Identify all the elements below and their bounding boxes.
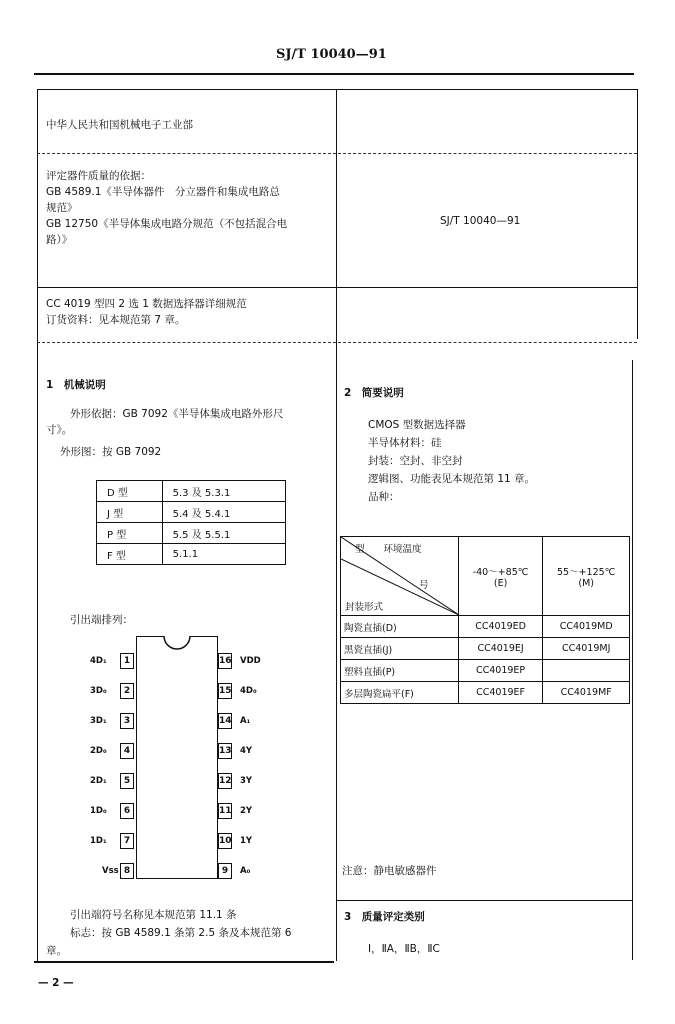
table-corner-cell bbox=[341, 537, 459, 616]
pin-label: Vss bbox=[102, 866, 119, 876]
table-row bbox=[341, 682, 630, 704]
package-ref: 5.3 及 5.3.1 bbox=[162, 481, 285, 502]
brief-line-5: 品种： bbox=[368, 491, 400, 503]
row-m-part: CC4019MD bbox=[543, 616, 630, 638]
frame-center-divider bbox=[336, 89, 337, 961]
pin-label: 3D₀ bbox=[90, 686, 107, 696]
table-row bbox=[341, 616, 630, 638]
variants-table bbox=[340, 536, 630, 704]
pin-number: 4 bbox=[120, 743, 134, 759]
frame-bottom-rule bbox=[34, 961, 334, 963]
table-row bbox=[341, 638, 630, 660]
package-ref: 5.4 及 5.4.1 bbox=[162, 502, 285, 523]
marking-line-1: 标志：按 GB 4589.1 条第 2.5 条及本规范第 6 bbox=[70, 927, 292, 939]
pin-number: 13 bbox=[218, 743, 232, 759]
ic-body bbox=[136, 636, 218, 879]
pin-number: 16 bbox=[218, 653, 232, 669]
col-header-m bbox=[543, 537, 630, 616]
outline-drawing-ref: 外形图：按 GB 7092 bbox=[60, 446, 162, 458]
package-row bbox=[97, 544, 286, 565]
row-package: 塑料直插(P) bbox=[341, 660, 459, 682]
divider-section3 bbox=[336, 900, 632, 901]
page-number: — 2 — bbox=[38, 977, 74, 989]
pin-number: 11 bbox=[218, 803, 232, 819]
package-type: D 型 bbox=[97, 481, 163, 502]
pin-number: 10 bbox=[218, 833, 232, 849]
brief-line-2: 半导体材料：硅 bbox=[368, 437, 442, 449]
row-m-part: CC4019MJ bbox=[543, 638, 630, 660]
basis-line-4: 路）》 bbox=[46, 234, 73, 246]
row-e-part: CC4019ED bbox=[458, 616, 543, 638]
pin-label: 4D₁ bbox=[90, 656, 107, 666]
package-type: F 型 bbox=[97, 544, 163, 565]
section-2-heading: 2 简要说明 bbox=[344, 387, 404, 399]
pin-label: A₀ bbox=[240, 866, 251, 876]
pin-number: 12 bbox=[218, 773, 232, 789]
pinout-title: 引出端排列： bbox=[70, 614, 133, 626]
basis-title: 评定器件质量的依据： bbox=[46, 170, 151, 182]
row-package: 多层陶瓷扁平(F) bbox=[341, 682, 459, 704]
pin-number: 1 bbox=[120, 653, 134, 669]
pin-number: 9 bbox=[218, 863, 232, 879]
col-m-code: (M) bbox=[578, 577, 594, 589]
pin-number: 8 bbox=[120, 863, 134, 879]
pin-number: 5 bbox=[120, 773, 134, 789]
row-e-part: CC4019EP bbox=[458, 660, 543, 682]
pin-label: 1Y bbox=[240, 836, 253, 846]
package-row bbox=[97, 502, 286, 523]
col-header-e bbox=[458, 537, 543, 616]
frame-left-border bbox=[37, 89, 38, 961]
section-1-heading: 1 机械说明 bbox=[46, 379, 106, 391]
pin-label: 1D₁ bbox=[90, 836, 107, 846]
package-row bbox=[97, 481, 286, 502]
pin-label: 2D₀ bbox=[90, 746, 107, 756]
row-m-part bbox=[543, 660, 630, 682]
document-number-header: SJ/T 10040—91 bbox=[276, 47, 387, 62]
row-package: 黑瓷直插(J) bbox=[341, 638, 459, 660]
pin-label: 3D₁ bbox=[90, 716, 107, 726]
basis-line-1: GB 4589.1《半导体器件 分立器件和集成电路总 bbox=[46, 186, 280, 198]
pin-number: 14 bbox=[218, 713, 232, 729]
divider-3 bbox=[37, 342, 637, 343]
marking-line-2: 章。 bbox=[46, 945, 67, 957]
divider-1 bbox=[37, 153, 637, 154]
corner-label-bottom: 封装形式 bbox=[345, 602, 384, 613]
divider-2 bbox=[37, 287, 637, 288]
pin-label: A₁ bbox=[240, 716, 251, 726]
pin-number: 3 bbox=[120, 713, 134, 729]
row-e-part: CC4019EJ bbox=[458, 638, 543, 660]
corner-label-mid: 号 bbox=[419, 580, 429, 591]
header-rule bbox=[34, 73, 634, 75]
pin-label: 4D₀ bbox=[240, 686, 257, 696]
pin-label: 2Y bbox=[240, 806, 253, 816]
row-m-part: CC4019MF bbox=[543, 682, 630, 704]
col-e-range: -40～+85℃ bbox=[472, 566, 529, 578]
package-ref: 5.5 及 5.5.1 bbox=[162, 523, 285, 544]
spec-title: CC 4019 型四 2 选 1 数据选择器详细规范 bbox=[46, 298, 247, 310]
package-table bbox=[96, 480, 286, 565]
row-e-part: CC4019EF bbox=[458, 682, 543, 704]
esd-note: 注意：静电敏感器件 bbox=[342, 865, 437, 877]
frame-right-border-top bbox=[637, 89, 638, 339]
pin-number: 7 bbox=[120, 833, 134, 849]
table-row bbox=[341, 660, 630, 682]
col-e-code: (E) bbox=[493, 577, 508, 589]
ministry-name: 中华人民共和国机械电子工业部 bbox=[46, 119, 193, 131]
basis-line-3: GB 12750《半导体集成电路分规范（不包括混合电 bbox=[46, 218, 288, 230]
ic-notch-icon bbox=[162, 635, 192, 651]
col-m-range: 55～+125℃ bbox=[557, 566, 616, 578]
frame-top-border bbox=[37, 89, 637, 90]
quality-classes: Ⅰ，ⅡA，ⅡB，ⅡC bbox=[368, 943, 440, 955]
outline-basis-line-2: 寸》。 bbox=[46, 424, 73, 436]
pin-name-note: 引出端符号名称见本规范第 11.1 条 bbox=[70, 909, 237, 921]
corner-label-top: 型 环境温度 bbox=[355, 544, 422, 555]
pin-label: 2D₁ bbox=[90, 776, 107, 786]
section-3-heading: 3 质量评定类别 bbox=[344, 911, 425, 923]
pin-number: 2 bbox=[120, 683, 134, 699]
package-ref: 5.1.1 bbox=[162, 544, 285, 565]
package-type: P 型 bbox=[97, 523, 163, 544]
brief-line-4: 逻辑图、功能表见本规范第 11 章。 bbox=[368, 473, 536, 485]
brief-line-3: 封装：空封、非空封 bbox=[368, 455, 463, 467]
package-row bbox=[97, 523, 286, 544]
pin-number: 6 bbox=[120, 803, 134, 819]
frame-right-border-bottom bbox=[632, 360, 633, 960]
package-type: J 型 bbox=[97, 502, 163, 523]
row-package: 陶瓷直插(D) bbox=[341, 616, 459, 638]
outline-basis-line-1: 外形依据：GB 7092《半导体集成电路外形尺 bbox=[70, 408, 284, 420]
pin-label: 3Y bbox=[240, 776, 253, 786]
brief-line-1: CMOS 型数据选择器 bbox=[368, 419, 466, 431]
pin-label: 4Y bbox=[240, 746, 253, 756]
pin-label: 1D₀ bbox=[90, 806, 107, 816]
order-info: 订货资料：见本规范第 7 章。 bbox=[46, 314, 186, 326]
pin-label: VDD bbox=[240, 656, 261, 666]
standard-number: SJ/T 10040—91 bbox=[440, 215, 521, 227]
pin-number: 15 bbox=[218, 683, 232, 699]
basis-line-2: 规范》 bbox=[46, 202, 78, 214]
